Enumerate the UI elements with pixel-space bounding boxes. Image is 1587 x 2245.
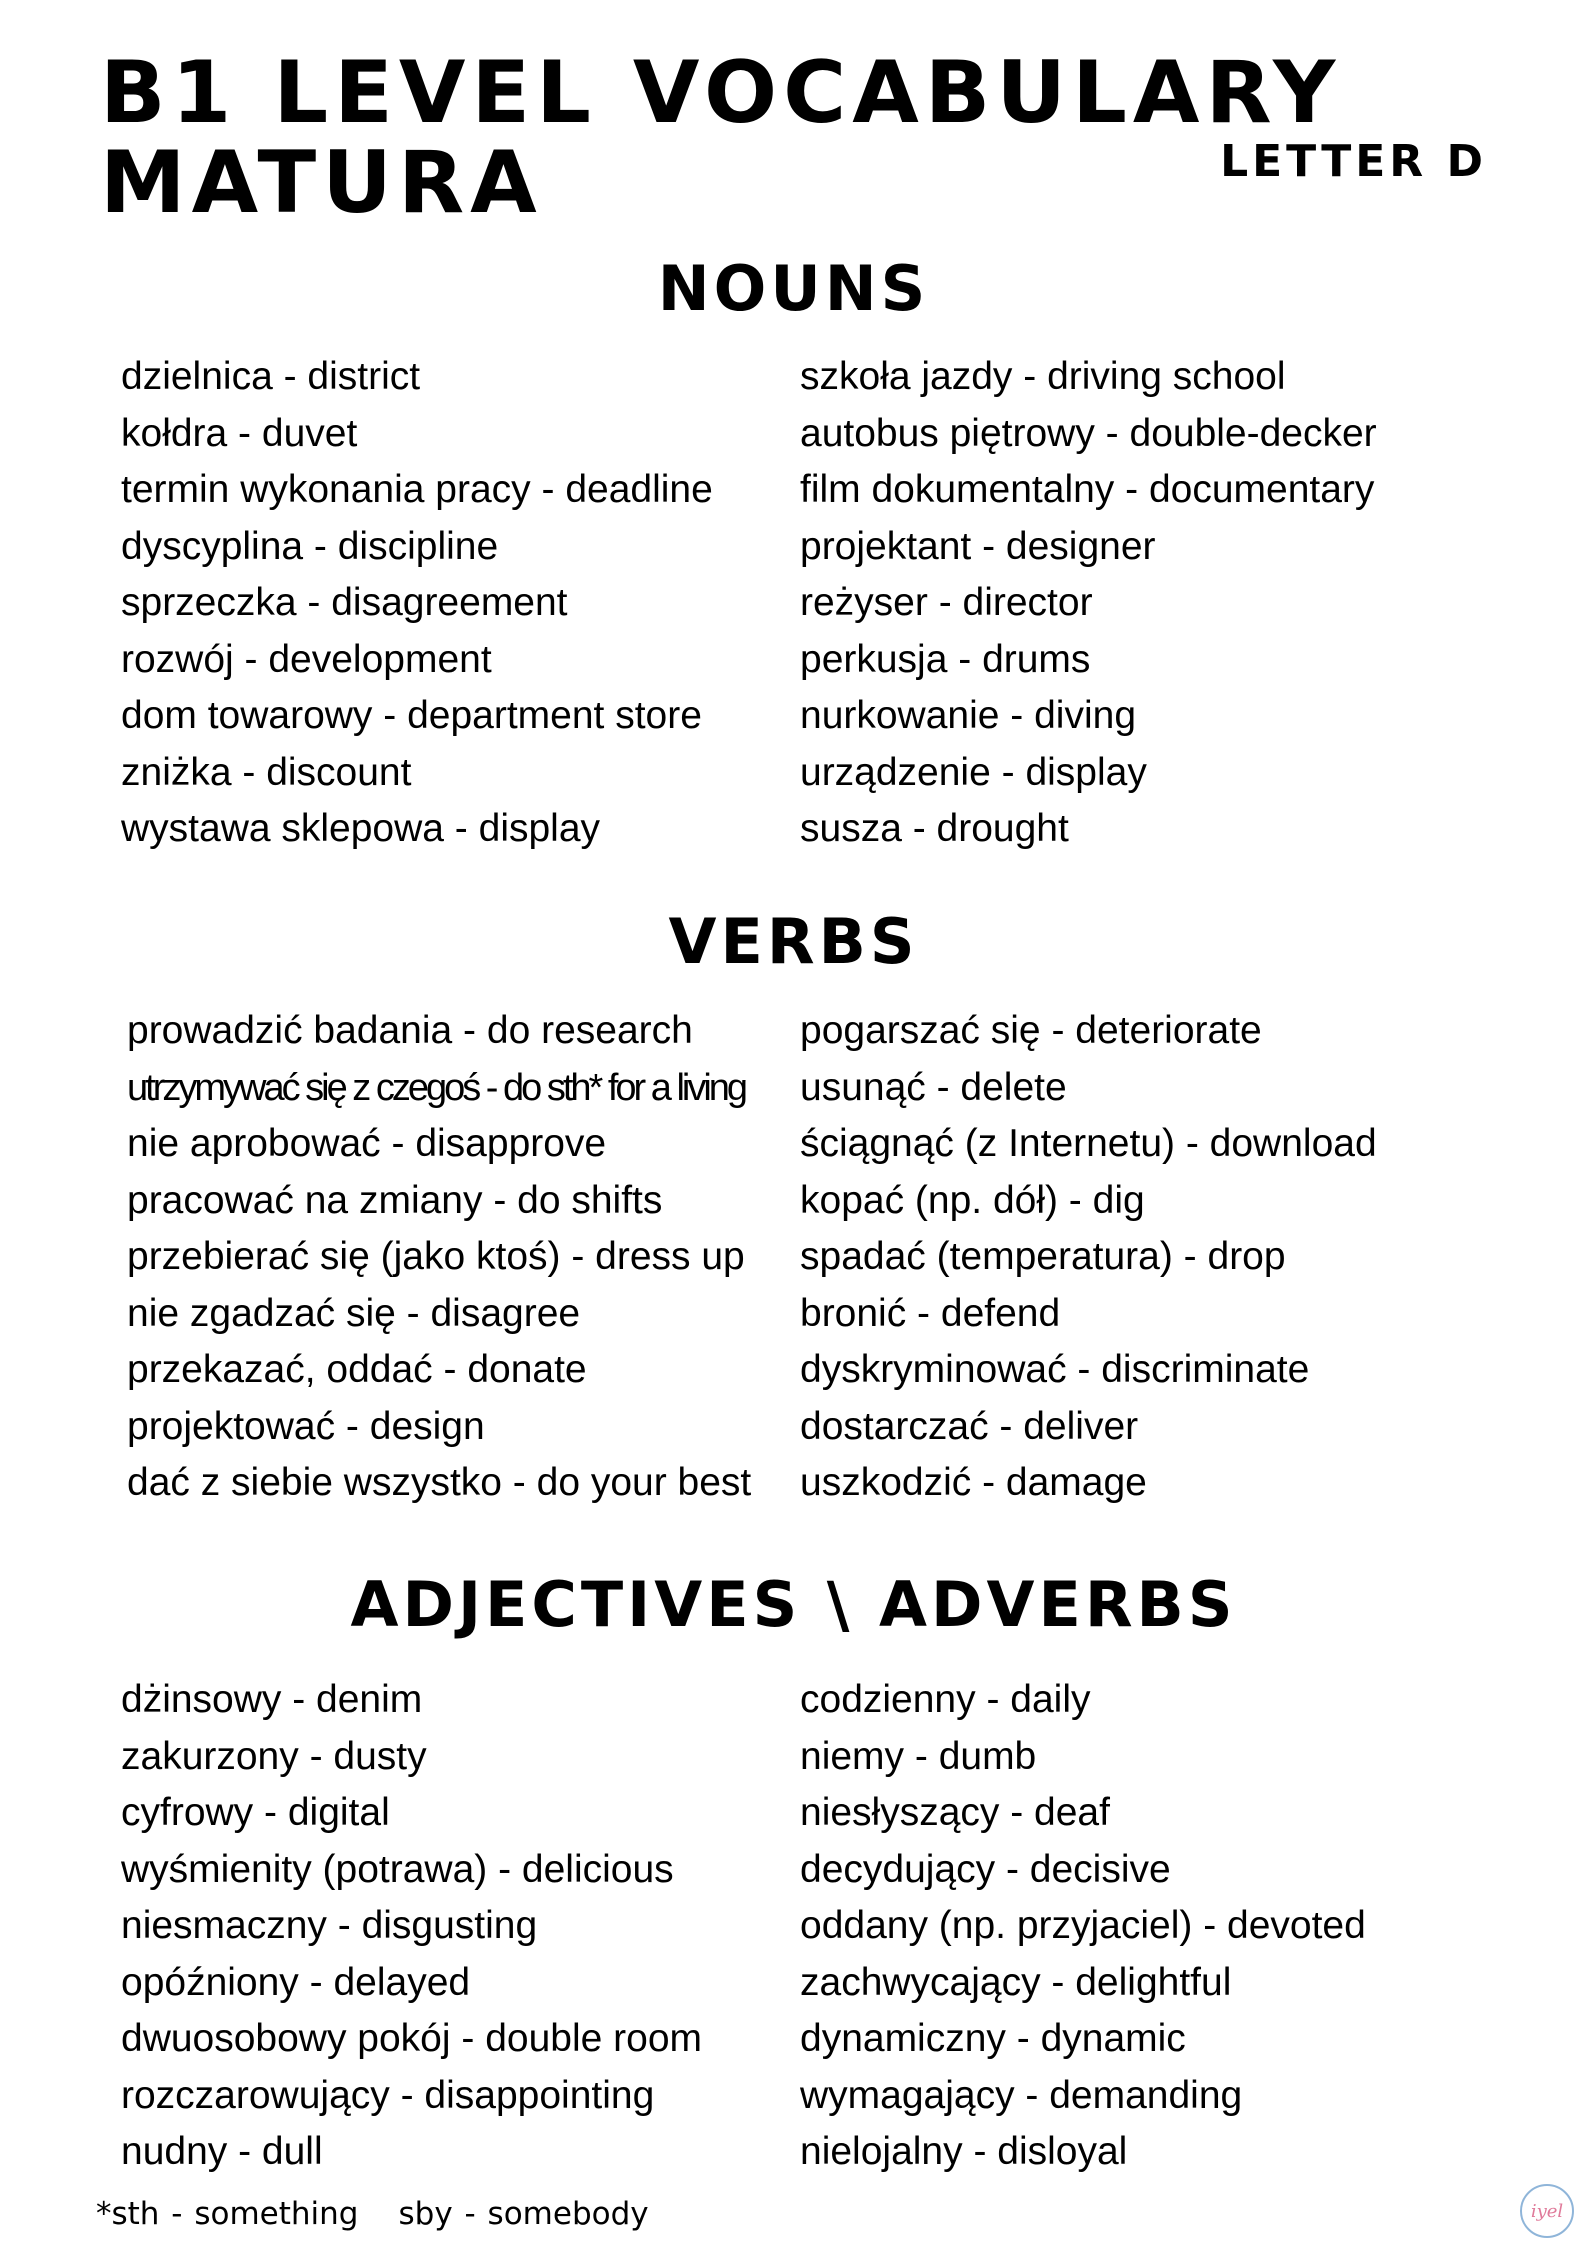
verbs-right-list: [800, 1003, 1377, 1512]
list-item: dwuosobowy pokój - double room: [121, 2017, 703, 2060]
list-item: spadać (temperatura) - drop: [800, 1235, 1286, 1278]
footnote: [96, 2196, 649, 2232]
list-item: sprzeczka - disagreement: [121, 581, 568, 624]
list-item: dostarczać - deliver: [800, 1404, 1139, 1448]
list-item: niesmaczny - disgusting: [121, 1904, 538, 1947]
list-item: szkoła jazdy - driving school: [800, 355, 1286, 398]
list-item: wymagający - demanding: [800, 2073, 1243, 2117]
list-item: przekazać, oddać - donate: [127, 1348, 587, 1391]
list-item: opóźniony - delayed: [121, 1960, 471, 2004]
list-item: projektant - designer: [800, 524, 1156, 568]
list-item: usunąć - delete: [800, 1065, 1067, 1109]
list-item: nudny - dull: [121, 2130, 323, 2173]
nouns-right-list: [800, 349, 1377, 858]
list-item: susza - drought: [800, 807, 1069, 850]
list-item: kołdra - duvet: [121, 411, 358, 455]
list-item: dać z siebie wszystko - do your best: [127, 1461, 752, 1504]
list-item: pracować na zmiany - do shifts: [127, 1178, 663, 1222]
verbs-heading: VERBS: [668, 905, 919, 978]
footnote-sth: *sth - something: [96, 2196, 359, 2232]
list-item: pogarszać się - deteriorate: [800, 1009, 1262, 1052]
list-item: bronić - defend: [800, 1291, 1061, 1335]
list-item: zniżka - discount: [121, 750, 412, 794]
list-item: kopać (np. dół) - dig: [800, 1178, 1145, 1222]
list-item: ściągnąć (z Internetu) - download: [800, 1122, 1377, 1165]
list-item: nielojalny - disloyal: [800, 2130, 1128, 2173]
list-item: nie aprobować - disapprove: [127, 1122, 607, 1165]
list-item: dzielnica - district: [121, 355, 421, 398]
list-item: niesłyszący - deaf: [800, 1791, 1110, 1834]
list-item: oddany (np. przyjaciel) - devoted: [800, 1904, 1366, 1947]
list-item: nurkowanie - diving: [800, 694, 1137, 737]
list-item: dynamiczny - dynamic: [800, 2017, 1186, 2060]
list-item: rozwój - development: [121, 637, 492, 681]
adjectives-right-list: [800, 1672, 1366, 2181]
list-item: rozczarowujący - disappointing: [121, 2073, 655, 2117]
list-item: nie zgadzać się - disagree: [127, 1291, 581, 1335]
list-item: utrzymywać się z czegoś - do sth* for a living: [127, 1066, 746, 1109]
list-item: niemy - dumb: [800, 1734, 1037, 1778]
list-item: perkusja - drums: [800, 637, 1091, 681]
list-item: codzienny - daily: [800, 1678, 1091, 1721]
list-item: dyskryminować - discriminate: [800, 1348, 1310, 1391]
nouns-left-list: [121, 349, 713, 858]
list-item: zachwycający - delightful: [800, 1960, 1232, 2004]
verbs-left-list: [127, 1003, 751, 1512]
page-title: [100, 43, 1342, 233]
adjectives-left-list: [121, 1672, 702, 2181]
list-item: urządzenie - display: [800, 750, 1147, 794]
list-item: wyśmienity (potrawa) - delicious: [121, 1847, 674, 1891]
brand-logo-text: iyel: [1530, 2200, 1564, 2222]
list-item: film dokumentalny - documentary: [800, 468, 1375, 511]
list-item: uszkodzić - damage: [800, 1461, 1147, 1504]
list-item: reżyser - director: [800, 581, 1093, 624]
title-line-2: MATURA: [100, 133, 543, 233]
list-item: decydujący - decisive: [800, 1847, 1171, 1891]
list-item: autobus piętrowy - double-decker: [800, 411, 1377, 455]
list-item: prowadzić badania - do research: [127, 1009, 693, 1052]
list-item: cyfrowy - digital: [121, 1791, 390, 1834]
title-line-1: B1 LEVEL VOCABULARY: [100, 43, 1342, 143]
footnote-sby: sby - somebody: [398, 2196, 649, 2232]
brand-logo: [1520, 2184, 1574, 2238]
list-item: przebierać się (jako ktoś) - dress up: [127, 1235, 745, 1278]
list-item: projektować - design: [127, 1404, 485, 1448]
list-item: dyscyplina - discipline: [121, 524, 499, 568]
list-item: wystawa sklepowa - display: [121, 807, 601, 850]
list-item: dżinsowy - denim: [121, 1678, 423, 1721]
adjectives-heading: ADJECTIVES \ ADVERBS: [350, 1568, 1237, 1641]
nouns-heading: NOUNS: [657, 252, 930, 325]
list-item: termin wykonania pracy - deadline: [121, 468, 713, 511]
letter-label: LETTER D: [1220, 136, 1487, 187]
list-item: dom towarowy - department store: [121, 694, 702, 737]
list-item: zakurzony - dusty: [121, 1734, 427, 1778]
